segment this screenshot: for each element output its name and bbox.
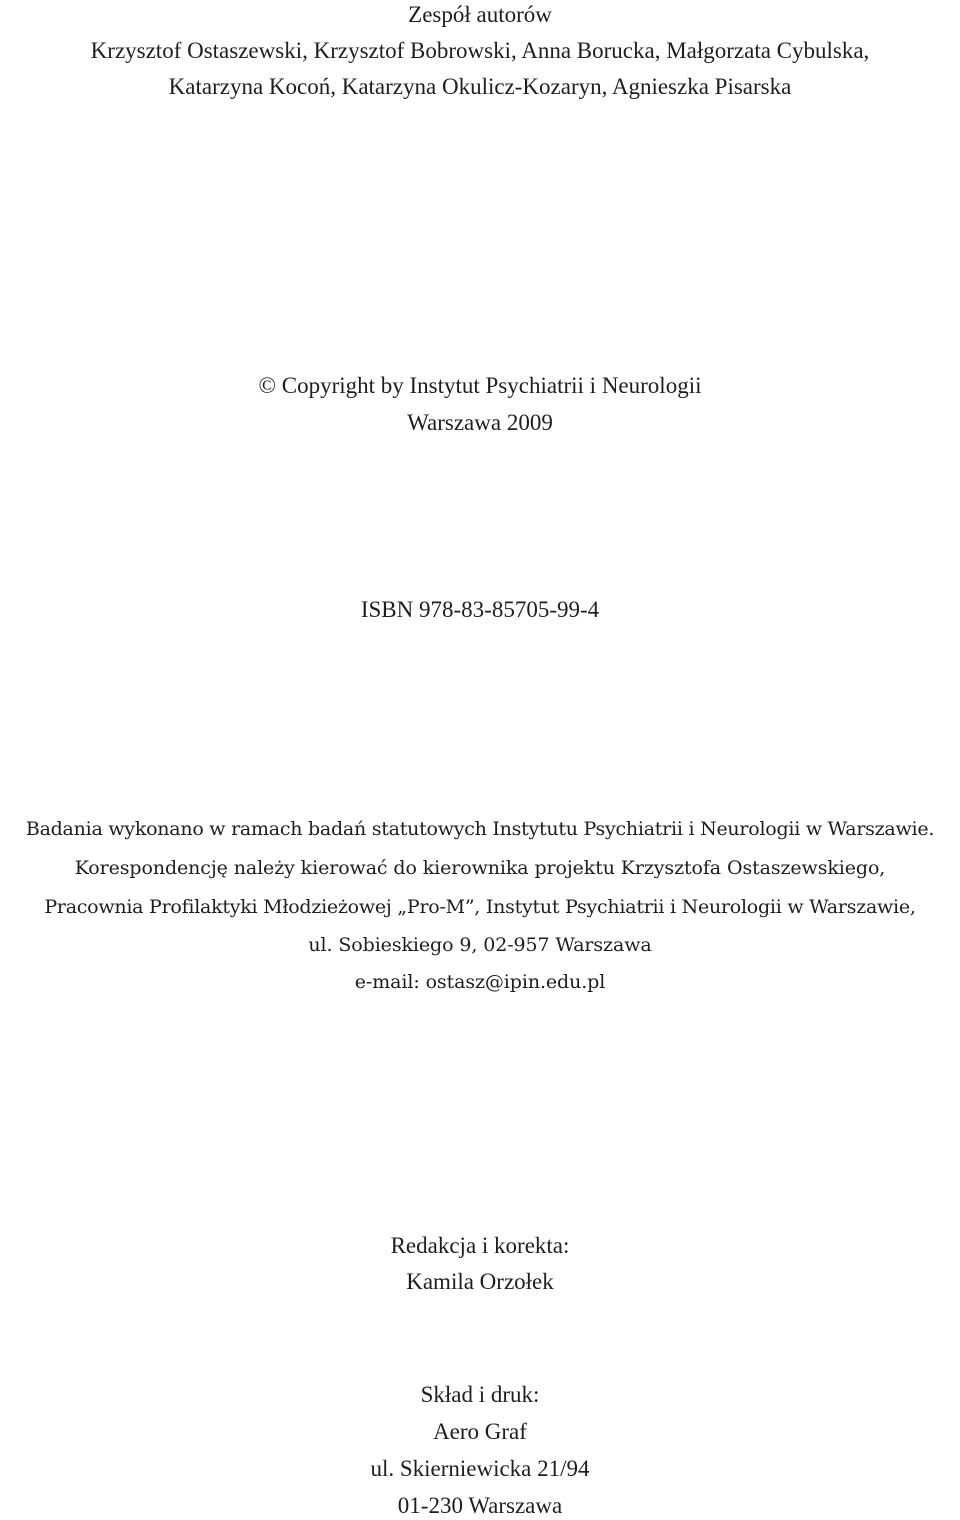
editing-heading: Redakcja i korekta:	[390, 1233, 570, 1258]
copyright-place-year: Warszawa 2009	[407, 410, 553, 435]
printer-street: ul. Skierniewicka 21/94	[370, 1456, 590, 1481]
editor-name: Kamila Orzołek	[406, 1269, 554, 1294]
authors-line-1: Krzysztof Ostaszewski, Krzysztof Bobrowski, Anna Borucka, Małgorzata Cybulska,	[90, 38, 870, 63]
statement-line-3: Pracownia Profilaktyki Młodzieżowej „Pro-M”, Instytut Psychiatrii i Neurologii w Warszawie,	[44, 896, 916, 918]
isbn: ISBN 978-83-85705-99-4	[360, 597, 600, 622]
printing-heading: Skład i druk:	[420, 1382, 540, 1407]
contact-email: e-mail: ostasz@ipin.edu.pl	[354, 971, 606, 993]
statement-line-1: Badania wykonano w ramach badań statutowych Instytutu Psychiatrii i Neurologii w Warszawie.	[25, 818, 935, 840]
statement-line-4: ul. Sobieskiego 9, 02-957 Warszawa	[308, 934, 652, 956]
printer-city: 01-230 Warszawa	[397, 1493, 563, 1518]
authors-line-2: Katarzyna Kocoń, Katarzyna Okulicz-Kozaryn, Agnieszka Pisarska	[168, 74, 792, 99]
copyright-line: © Copyright by Instytut Psychiatrii i Neurologii	[258, 373, 702, 398]
statement-line-2: Korespondencję należy kierować do kierownika projektu Krzysztofa Ostaszewskiego,	[74, 857, 886, 879]
printer-name: Aero Graf	[433, 1419, 527, 1444]
authors-heading: Zespół autorów	[408, 2, 552, 27]
